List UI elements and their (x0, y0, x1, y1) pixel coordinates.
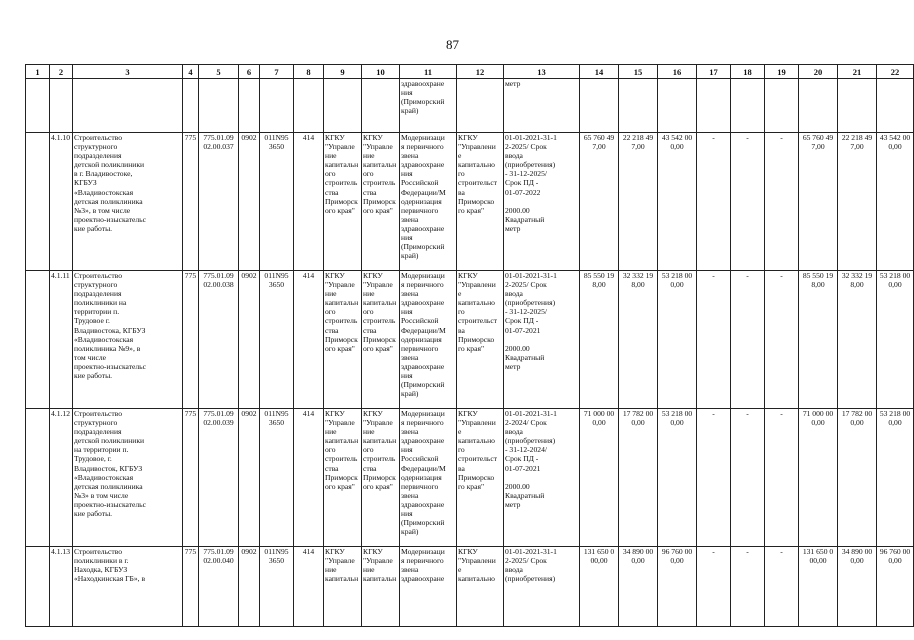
cell-target-article: 011N95 3650 (260, 133, 294, 271)
column-header: 4 (183, 65, 199, 79)
continuation-row (26, 79, 914, 133)
cell-developer: КГКУ "Управле ние капитальн ого строитель ства Приморск ого края" (362, 409, 400, 547)
cell-object-name: Строительство структурного подразделения детской поликлиники в г. Владивостоке, КГБУЗ «Владивостокская детская поликлиника №3», в том числе проектно-изыскательс кие работы. (73, 133, 183, 271)
cell-dash: - (765, 547, 799, 627)
cell-dash: - (731, 409, 765, 547)
cell-section: 0902 (239, 547, 260, 627)
cell-number: 4.1.13 (50, 547, 73, 627)
column-header: 14 (580, 65, 619, 79)
cell-federal: 32 332 19 8,00 (619, 271, 658, 409)
cell-regional-year: 53 218 00 0,00 (877, 409, 914, 547)
cell-object-name: Строительство структурного подразделения детской поликлиники на территории п. Трудовое, г. Владивосток, КГБУЗ «Владивостокская детская поликлиника №3» в том числе проектно-изыскательс кие работы. (73, 409, 183, 547)
column-header: 21 (838, 65, 877, 79)
column-header: 10 (362, 65, 400, 79)
column-header: 6 (239, 65, 260, 79)
cell-object-name: Строительство структурного подразделения поликлиники на территории п. Трудовое г. Владивостока, КГБУЗ «Владивостокская поликлиника №9», в том числе проектно-изыскательс кие работы. (73, 271, 183, 409)
cell-number: 4.1.10 (50, 133, 73, 271)
cell-total-year: 85 550 19 8,00 (799, 271, 838, 409)
cell-federal-year: 34 890 00 0,00 (838, 547, 877, 627)
cell-dash: - (697, 409, 731, 547)
cell-developer: КГКУ "Управле ние капитальн ого строитель ства Приморск ого края" (362, 271, 400, 409)
cell-number: 4.1.12 (50, 409, 73, 547)
cell-regional: 53 218 00 0,00 (658, 271, 697, 409)
cell-code: 775.01.09 02.00.039 (199, 409, 239, 547)
cell-dash: - (765, 271, 799, 409)
column-header: 11 (400, 65, 457, 79)
cell-terms: 01-01-2021-31-1 2-2025/ Срок ввода (приобретения) - 31-12-2025/ Срок ПД - 01-07-2021 2000.00 Квадратный метр (504, 271, 580, 409)
cell-terms: 01-01-2021-31-1 2-2025/ Срок ввода (приобретения) - 31-12-2025/ Срок ПД - 01-07-2022 2000.00 Квадратный метр (504, 133, 580, 271)
cell-grbs: 775 (183, 409, 199, 547)
cell-customer: КГКУ "Управле ние капитальн (324, 547, 362, 627)
cell-grbs: 775 (183, 547, 199, 627)
column-header: 18 (731, 65, 765, 79)
cell-customer: КГКУ "Управле ние капитальн ого строитель ства Приморск ого края" (324, 409, 362, 547)
cell-grbs: 775 (183, 271, 199, 409)
cell-target-article: 011N95 3650 (260, 547, 294, 627)
cell-total: 65 760 49 7,00 (580, 133, 619, 271)
cell-program: Модернизаци я первичного звена здравоохране ния Российской Федерации/М одернизация первичного звена здравоохране ния (Приморский край) (400, 133, 457, 271)
cell-regional-year: 96 760 00 0,00 (877, 547, 914, 627)
cell-terms: метр (504, 79, 580, 133)
cell-dash: - (697, 271, 731, 409)
column-header: 2 (50, 65, 73, 79)
cell-object-name: Строительство поликлиники в г. Находка, КГБУЗ «Находкинская ГБ», в (73, 547, 183, 627)
table-row (26, 271, 914, 409)
cell-section: 0902 (239, 271, 260, 409)
cell-federal-year: 17 782 00 0,00 (838, 409, 877, 547)
cell-dash: - (731, 271, 765, 409)
cell-dash: - (697, 133, 731, 271)
cell-customer: КГКУ "Управле ние капитальн ого строитель ства Приморск ого края" (324, 271, 362, 409)
cell-program: Модернизаци я первичного звена здравоохране ния Российской Федерации/М одернизация первичного звена здравоохране ния (Приморский край) (400, 409, 457, 547)
column-header: 15 (619, 65, 658, 79)
cell-expense-type: 414 (294, 271, 324, 409)
cell-total: 131 650 0 00,00 (580, 547, 619, 627)
column-header: 22 (877, 65, 914, 79)
cell-total-year: 71 000 00 0,00 (799, 409, 838, 547)
cell-code: 775.01.09 02.00.040 (199, 547, 239, 627)
cell-contractor: КГКУ "Управлени е капитально го строительст ва Приморско го края" (457, 133, 504, 271)
cell-regional: 53 218 00 0,00 (658, 409, 697, 547)
cell-dash: - (765, 133, 799, 271)
cell-target-article: 011N95 3650 (260, 271, 294, 409)
header-row (26, 65, 914, 79)
cell-federal-year: 22 218 49 7,00 (838, 133, 877, 271)
cell-federal: 17 782 00 0,00 (619, 409, 658, 547)
cell-federal: 22 218 49 7,00 (619, 133, 658, 271)
column-header: 8 (294, 65, 324, 79)
cell-contractor: КГКУ "Управлени е капитально го строительст ва Приморско го края" (457, 409, 504, 547)
column-header: 20 (799, 65, 838, 79)
cell-total-year: 131 650 0 00,00 (799, 547, 838, 627)
cell-expense-type: 414 (294, 409, 324, 547)
cell-customer: КГКУ "Управле ние капитальн ого строитель ства Приморск ого края" (324, 133, 362, 271)
cell-dash: - (731, 133, 765, 271)
table-row (26, 547, 914, 627)
cell-total: 85 550 19 8,00 (580, 271, 619, 409)
column-header: 5 (199, 65, 239, 79)
cell-dash: - (697, 547, 731, 627)
cell-total-year: 65 760 49 7,00 (799, 133, 838, 271)
cell-number: 4.1.11 (50, 271, 73, 409)
cell-developer: КГКУ "Управле ние капитальн (362, 547, 400, 627)
budget-table (25, 64, 914, 627)
column-header: 7 (260, 65, 294, 79)
cell-target-article: 011N95 3650 (260, 409, 294, 547)
cell-terms: 01-01-2021-31-1 2-2024/ Срок ввода (приобретения) - 31-12-2024/ Срок ПД - 01-07-2021 2000.00 Квадратный метр (504, 409, 580, 547)
cell-terms: 01-01-2021-31-1 2-2025/ Срок ввода (приобретения) (504, 547, 580, 627)
cell-developer: КГКУ "Управле ние капитальн ого строитель ства Приморск ого края" (362, 133, 400, 271)
cell-program: здравоохране ния (Приморский край) (400, 79, 457, 133)
column-header: 19 (765, 65, 799, 79)
cell-code: 775.01.09 02.00.037 (199, 133, 239, 271)
cell-expense-type: 414 (294, 547, 324, 627)
column-header: 12 (457, 65, 504, 79)
cell-code: 775.01.09 02.00.038 (199, 271, 239, 409)
column-header: 13 (504, 65, 580, 79)
cell-regional: 43 542 00 0,00 (658, 133, 697, 271)
cell-contractor: КГКУ "Управлени е капитально (457, 547, 504, 627)
column-header: 9 (324, 65, 362, 79)
cell-federal: 34 890 00 0,00 (619, 547, 658, 627)
cell-regional: 96 760 00 0,00 (658, 547, 697, 627)
cell-dash: - (731, 547, 765, 627)
cell-program: Модернизаци я первичного звена здравоохране ния Российской Федерации/М одернизация первичного звена здравоохране ния (Приморский край) (400, 271, 457, 409)
cell-program: Модернизаци я первичного звена здравоохране (400, 547, 457, 627)
cell-section: 0902 (239, 133, 260, 271)
cell-regional-year: 53 218 00 0,00 (877, 271, 914, 409)
table-row (26, 409, 914, 547)
cell-dash: - (765, 409, 799, 547)
cell-grbs: 775 (183, 133, 199, 271)
cell-expense-type: 414 (294, 133, 324, 271)
column-header: 17 (697, 65, 731, 79)
cell-total: 71 000 00 0,00 (580, 409, 619, 547)
column-header: 1 (26, 65, 50, 79)
cell-contractor: КГКУ "Управлени е капитально го строительст ва Приморско го края" (457, 271, 504, 409)
cell-federal-year: 32 332 19 8,00 (838, 271, 877, 409)
column-header: 3 (73, 65, 183, 79)
page-number: 87 (446, 37, 459, 52)
cell-section: 0902 (239, 409, 260, 547)
column-header: 16 (658, 65, 697, 79)
cell-regional-year: 43 542 00 0,00 (877, 133, 914, 271)
table-row (26, 133, 914, 271)
